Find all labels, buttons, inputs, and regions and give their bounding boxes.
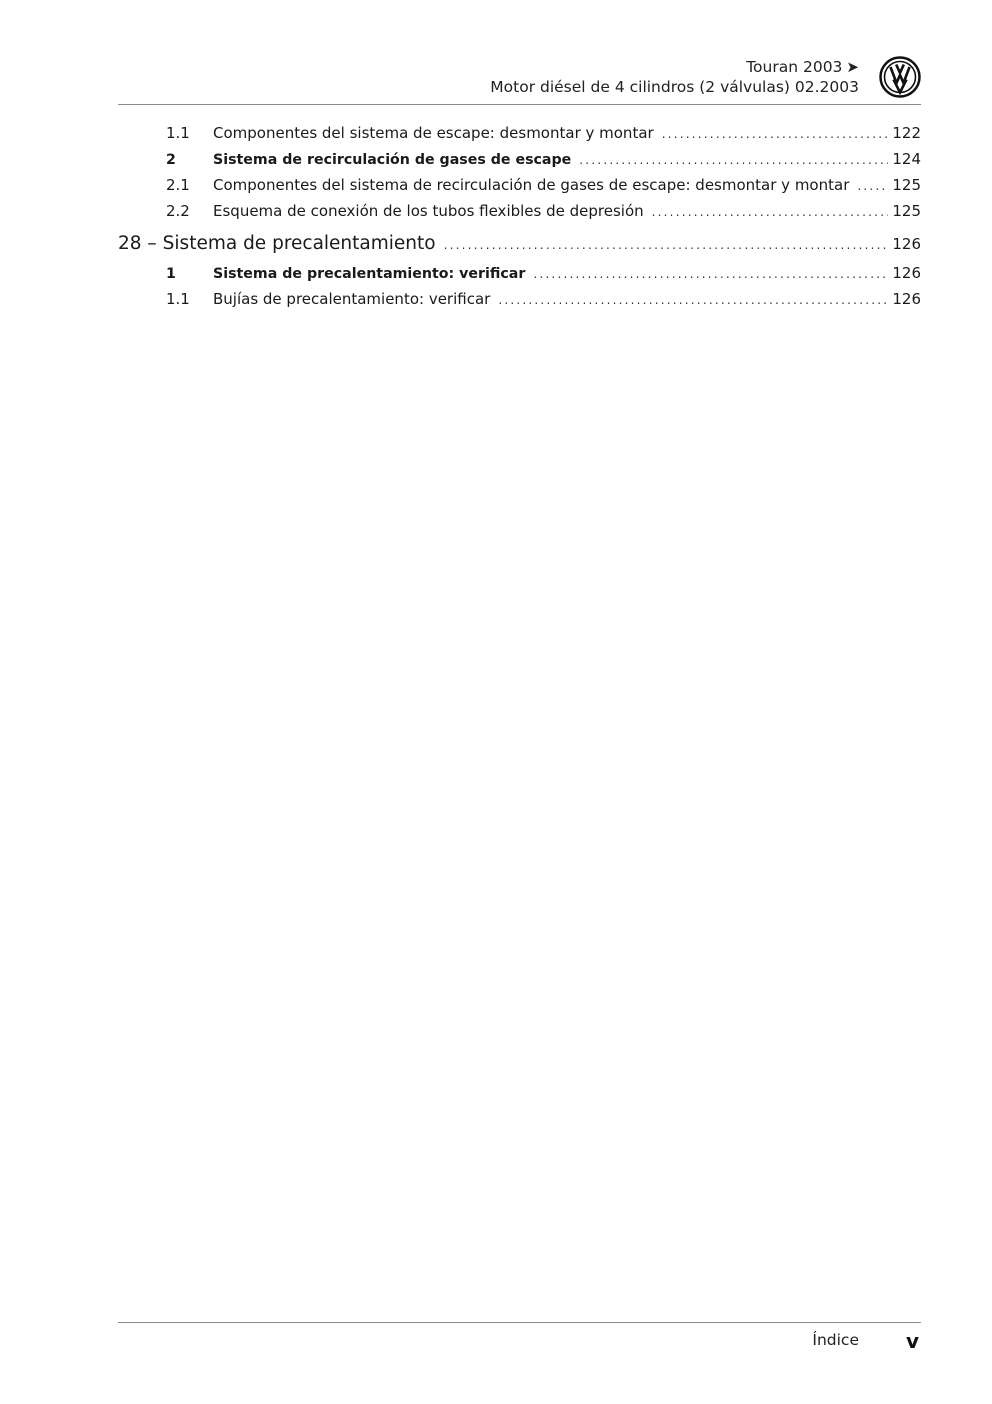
header-text <box>490 57 859 97</box>
toc-entry[interactable] <box>118 198 921 224</box>
toc-entry-number: 2.1 <box>166 176 190 194</box>
manual-model: Touran 2003 <box>746 58 843 76</box>
toc-entry-number: 1.1 <box>166 290 190 308</box>
toc-entry-number: 1.1 <box>166 124 190 142</box>
toc-entry-title: Esquema de conexión de los tubos flexibles de depresión <box>213 202 644 220</box>
toc-entry-title: Componentes del sistema de escape: desmontar y montar <box>213 124 654 142</box>
page-header <box>118 0 921 105</box>
page-number: v <box>905 1329 919 1353</box>
toc-entry-number: 28 – <box>118 233 157 254</box>
toc-entry-page: 126 <box>892 264 921 282</box>
toc-entry-number: 2.2 <box>166 202 190 220</box>
dot-leader <box>444 229 889 261</box>
manual-subtitle: Motor diésel de 4 cilindros (2 válvulas) 02.2003 <box>490 78 859 96</box>
toc-entry-page: 122 <box>892 124 921 142</box>
toc-entry-page: 125 <box>892 202 921 220</box>
toc-entry-title: Sistema de precalentamiento: verificar <box>213 266 526 282</box>
toc-entry[interactable] <box>118 146 921 172</box>
toc-entry-number: 2 <box>166 152 176 168</box>
dot-leader <box>533 261 888 287</box>
header-line1 <box>490 57 859 77</box>
toc-entry[interactable] <box>118 172 921 198</box>
toc-entry-title: Componentes del sistema de recirculación de gases de escape: desmontar y montar <box>213 176 850 194</box>
continue-arrow-icon: ➤ <box>846 58 859 76</box>
toc-entry-title: Bujías de precalentamiento: verificar <box>213 290 491 308</box>
toc-entry[interactable] <box>118 120 921 146</box>
page-footer <box>118 1322 921 1363</box>
vw-logo-icon <box>879 56 921 98</box>
toc-entry-title: Sistema de precalentamiento <box>162 233 436 254</box>
footer-section-label: Índice <box>812 1331 859 1349</box>
toc-entry-number: 1 <box>166 266 176 282</box>
dot-leader <box>662 121 889 147</box>
dot-leader <box>652 199 889 225</box>
toc-entry[interactable] <box>118 260 921 286</box>
dot-leader <box>857 173 888 199</box>
toc-entry-page: 125 <box>892 176 921 194</box>
toc-entry-page: 124 <box>892 150 921 168</box>
toc-entry-title: Sistema de recirculación de gases de escape <box>213 152 572 168</box>
dot-leader <box>579 147 888 173</box>
toc-entry[interactable] <box>118 286 921 312</box>
dot-leader <box>498 287 888 313</box>
table-of-contents <box>118 120 921 312</box>
toc-entry-page: 126 <box>892 235 921 253</box>
toc-entry-page: 126 <box>892 290 921 308</box>
toc-chapter-entry[interactable] <box>118 228 921 260</box>
